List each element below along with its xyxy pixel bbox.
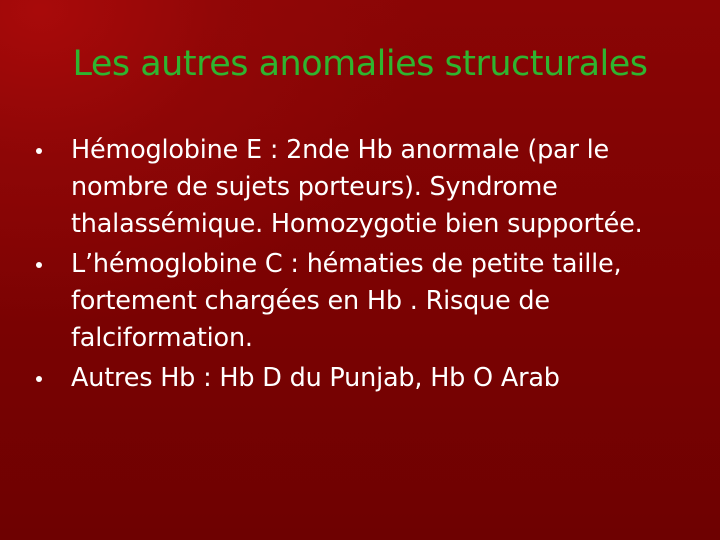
- bullet-item-hemoglobin-c: [36, 246, 696, 357]
- bullet-dot-icon: [36, 262, 42, 268]
- bullet-item-hemoglobin-e: [36, 132, 696, 243]
- bullet-dot-icon: [36, 376, 42, 382]
- bullet-text: L’hémoglobine C : hématies de petite taille, fortement chargées en Hb . Risque de falciformation.: [71, 249, 622, 353]
- slide-title: Les autres anomalies structurales: [72, 44, 648, 84]
- bullet-text: Hémoglobine E : 2nde Hb anormale (par le nombre de sujets porteurs). Syndrome thalassémique. Homozygotie bien supportée.: [71, 135, 643, 239]
- bullet-text: Autres Hb : Hb D du Punjab, Hb O Arab: [71, 363, 560, 393]
- bullet-dot-icon: [36, 148, 42, 154]
- bullet-list: [36, 132, 696, 400]
- bullet-item-other-hb: [36, 360, 696, 397]
